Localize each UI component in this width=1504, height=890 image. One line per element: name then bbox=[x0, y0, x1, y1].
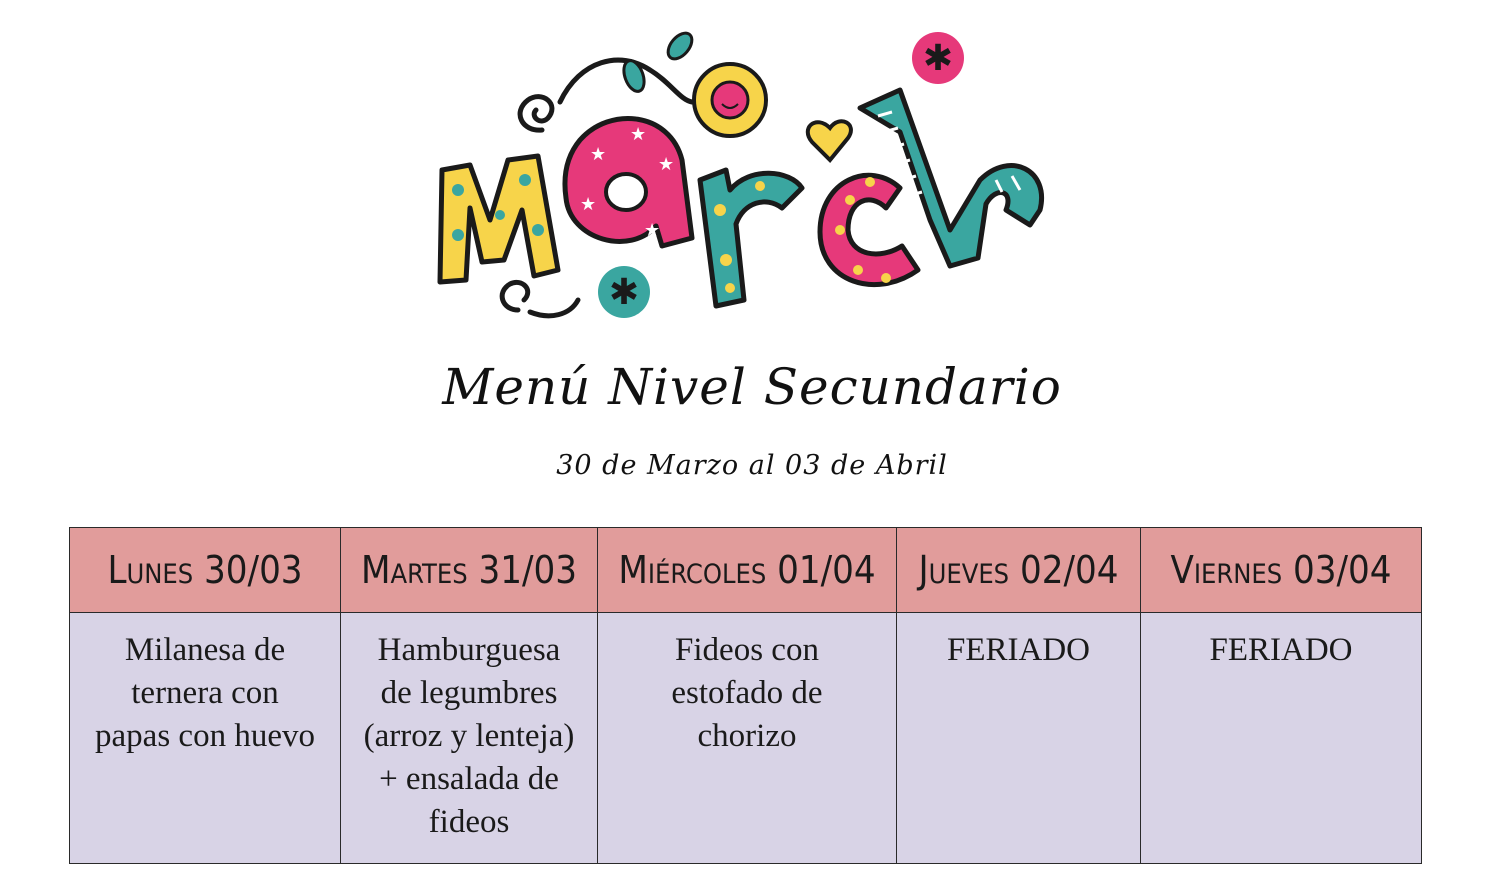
menu-line: fideos bbox=[428, 804, 510, 840]
menu-line: estofado de bbox=[671, 675, 823, 711]
day-header-thursday: Jueves 02/04 bbox=[897, 528, 1141, 613]
day-header-monday: Lunes 30/03 bbox=[70, 528, 341, 613]
menu-cell-tuesday bbox=[341, 613, 598, 864]
menu-line: Hamburguesa bbox=[377, 632, 561, 668]
heart-icon bbox=[808, 121, 851, 160]
day-header-wednesday: Miércoles 01/04 bbox=[598, 528, 897, 613]
svg-text:★: ★ bbox=[630, 124, 647, 145]
menu-line: ternera con bbox=[131, 675, 279, 711]
menu-row bbox=[70, 613, 1422, 864]
menu-line: de legumbres bbox=[380, 675, 558, 711]
menu-line: FERIADO bbox=[1209, 632, 1353, 668]
asterisk-dot-icon bbox=[912, 32, 964, 84]
leaf-icon bbox=[663, 29, 696, 64]
menu-line: Fideos con bbox=[675, 632, 819, 668]
svg-text:★: ★ bbox=[590, 144, 607, 165]
letter-r bbox=[700, 170, 802, 306]
menu-line: (arroz y lenteja) bbox=[363, 718, 575, 754]
menu-line: FERIADO bbox=[946, 632, 1090, 668]
flower-icon bbox=[694, 64, 766, 136]
day-header-tuesday: Martes 31/03 bbox=[341, 528, 598, 613]
menu-line: + ensalada de bbox=[379, 761, 559, 797]
svg-text:★: ★ bbox=[644, 220, 661, 241]
menu-line: chorizo bbox=[697, 718, 797, 754]
march-logo bbox=[430, 20, 1070, 340]
menu-line: papas con huevo bbox=[95, 718, 315, 754]
leaf-icon bbox=[620, 58, 648, 94]
page-title: Menú Nivel Secundario bbox=[442, 358, 1062, 416]
svg-text:★: ★ bbox=[658, 154, 675, 175]
menu-cell-friday bbox=[1141, 613, 1422, 864]
menu-line: Milanesa de bbox=[124, 632, 286, 668]
menu-table bbox=[69, 527, 1422, 864]
menu-cell-wednesday bbox=[598, 613, 897, 864]
day-header-friday: Viernes 03/04 bbox=[1141, 528, 1422, 613]
letter-c bbox=[820, 175, 918, 284]
svg-text:✱: ✱ bbox=[608, 272, 640, 313]
menu-cell-thursday bbox=[897, 613, 1141, 864]
svg-text:✱: ✱ bbox=[922, 38, 954, 79]
menu-cell-monday bbox=[70, 613, 341, 864]
asterisk-dot-icon bbox=[598, 266, 650, 318]
header-row bbox=[70, 528, 1422, 613]
date-range: 30 de Marzo al 03 de Abril bbox=[556, 450, 948, 481]
svg-text:★: ★ bbox=[580, 194, 597, 215]
